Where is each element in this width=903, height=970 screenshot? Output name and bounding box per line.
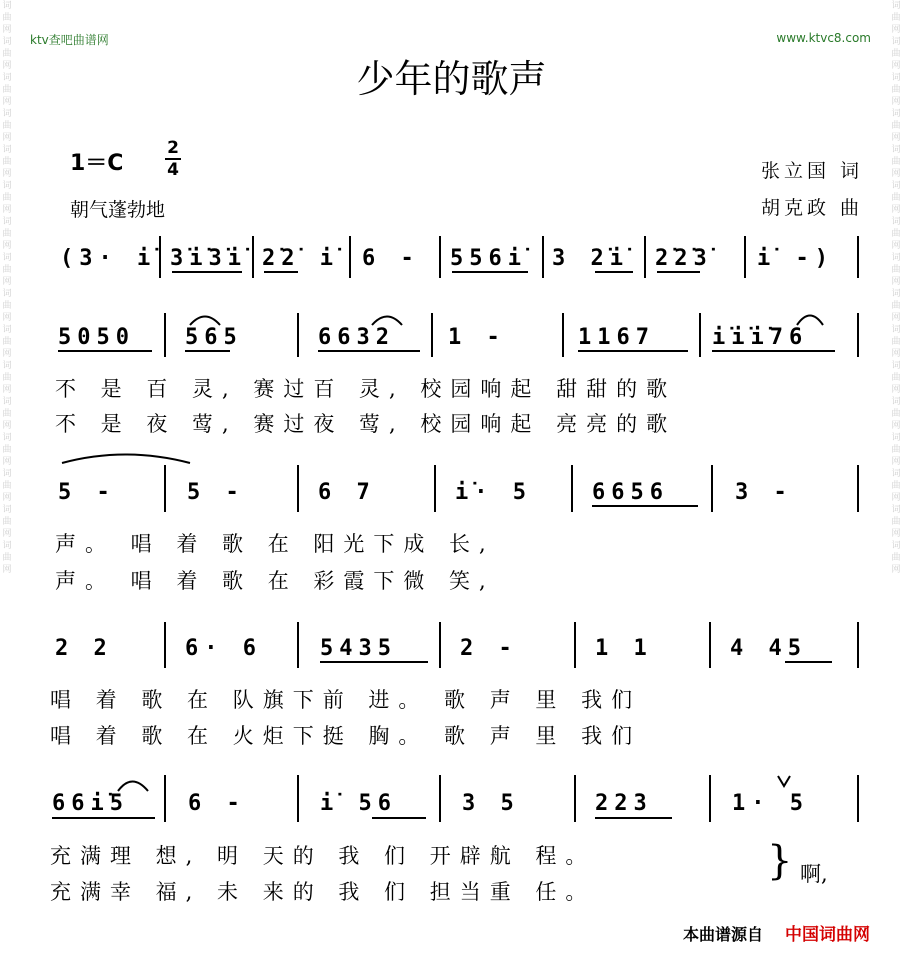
time-signature: [163, 138, 183, 180]
measure: 4 45: [730, 636, 807, 661]
measure: 3 5: [462, 791, 520, 816]
lyric-line-1: 不 是 百 灵, 赛过百 灵, 校园响起 甜甜的歌: [55, 377, 677, 401]
accent-mark: [778, 776, 790, 786]
measure: 3̇i̇3̇i̇: [170, 246, 247, 271]
watermark-text: 词曲网词曲网词曲网词曲网词曲网词曲网词曲网词曲网词曲网词曲网词曲网词曲网词曲网词曲网词曲网词曲网: [2, 1, 12, 575]
watermark-text: 词曲网词曲网词曲网词曲网词曲网词曲网词曲网词曲网词曲网词曲网词曲网词曲网词曲网词曲网词曲网词曲网: [891, 1, 901, 575]
measure: 2 2: [55, 636, 113, 661]
source-site: 中国词曲网: [785, 925, 870, 945]
source-label: 本曲谱源自: [682, 925, 763, 944]
tie: [797, 316, 823, 326]
measure: 223: [595, 791, 653, 816]
measure: 6656: [592, 480, 669, 505]
measure: i̇i̇i̇76: [712, 325, 809, 350]
measure: 5050: [58, 325, 135, 350]
measure: 5 -: [58, 480, 116, 505]
measure: 6· 6: [185, 636, 262, 661]
tie: [62, 455, 190, 464]
tie: [190, 317, 220, 326]
measure: 6 7: [318, 480, 376, 505]
site-name-left: ktv查吧曲谱网: [30, 33, 109, 47]
ending-lyric: 啊,: [800, 862, 828, 886]
measure: 1167: [578, 325, 655, 350]
measure: 565: [185, 325, 243, 350]
lyric-line-1: 声。 唱 着 歌 在 阳光下成 长,: [55, 532, 495, 556]
measure: 556i̇: [450, 246, 527, 271]
measure: 6 -: [188, 791, 246, 816]
measure: 3 -: [735, 480, 793, 505]
verse-brace: }: [767, 838, 793, 884]
lyric-line-2: 唱 着 歌 在 火炬下挺 胸。 歌 声 里 我们: [50, 724, 642, 748]
measure: 66i̇5: [52, 791, 129, 816]
measure: 6 -: [362, 246, 420, 271]
lyric-line-1: 唱 着 歌 在 队旗下前 进。 歌 声 里 我们: [50, 688, 642, 712]
composer-credit: 胡克政 曲: [760, 197, 863, 219]
measure: 5435: [320, 636, 397, 661]
measure: 1 1: [595, 636, 653, 661]
lyric-line-2: 充满幸 福, 未 来的 我 们 担当重 任。: [50, 880, 596, 904]
time-bottom: 4: [167, 160, 179, 180]
measure: 6632: [318, 325, 395, 350]
lyric-line-2: 声。 唱 着 歌 在 彩霞下微 笑,: [55, 569, 495, 593]
lyric-line-1: 充满理 想, 明 天的 我 们 开辟航 程。: [50, 844, 596, 868]
tie: [372, 317, 402, 326]
measure: 2 -: [460, 636, 518, 661]
time-top: 2: [167, 138, 179, 158]
tie: [118, 782, 148, 792]
site-url-right: www.ktvc8.com: [776, 31, 871, 45]
measure: i̇ 56: [320, 791, 397, 816]
left-watermark-strip: [0, 0, 14, 970]
measure: 5 -: [187, 480, 245, 505]
measure: (3· i̇: [60, 246, 157, 271]
lyric-line-2: 不 是 夜 莺, 赛过夜 莺, 校园响起 亮亮的歌: [55, 412, 677, 436]
measure: 1 -: [448, 325, 506, 350]
right-watermark-strip: [889, 0, 903, 970]
tempo-marking: 朝气蓬勃地: [70, 199, 166, 221]
measure: 3 2̇i̇: [552, 246, 629, 271]
measure: 2̇2̇ i̇: [262, 246, 339, 271]
key-signature: 1＝C: [70, 151, 124, 176]
measure: 2̇2̇3̇: [655, 246, 713, 271]
measure: i̇ -): [757, 246, 834, 271]
lyricist-credit: 张立国 词: [760, 160, 863, 182]
song-title: 少年的歌声: [356, 57, 547, 101]
measure: 1· 5: [732, 791, 809, 816]
measure: i̇· 5: [455, 480, 532, 505]
